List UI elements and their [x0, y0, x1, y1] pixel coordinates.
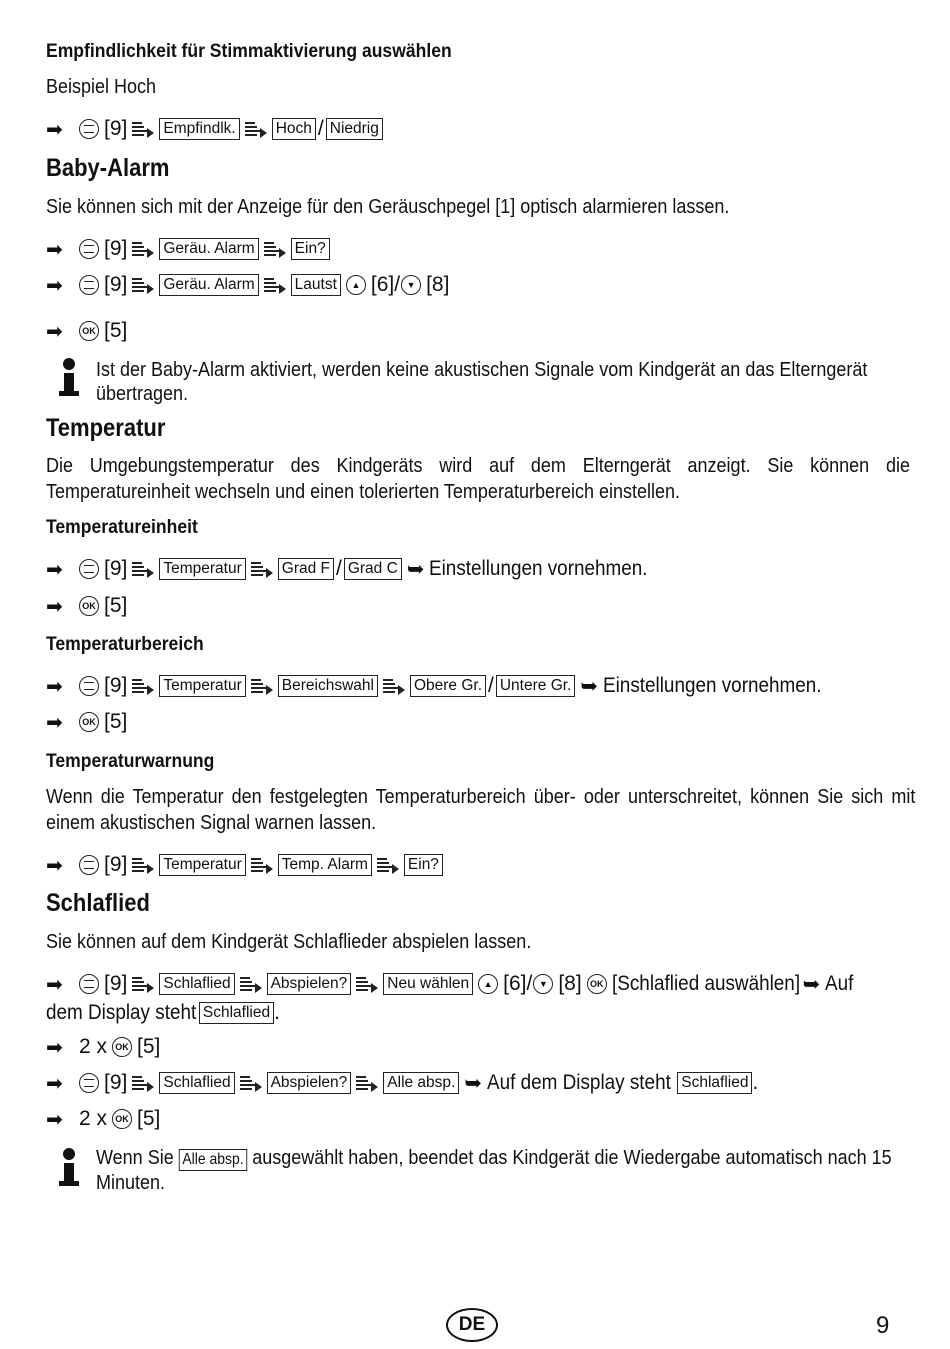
step-row [46, 673, 851, 699]
up-button-icon: ▲ [346, 275, 366, 295]
key-ref: [9] [104, 117, 128, 140]
menu-button-icon [79, 676, 99, 696]
result-arrow-icon: ➥ [580, 674, 598, 698]
display-label: Empfindlk. [159, 118, 239, 140]
subsection-heading: Temperatureinheit [46, 516, 198, 538]
key-ref: [9] [104, 273, 128, 296]
step-row [46, 852, 448, 878]
menu-button-icon [79, 1073, 99, 1093]
list-icon [251, 678, 273, 694]
display-label: Abspielen? [267, 1072, 352, 1094]
step-row-continued [46, 1000, 285, 1026]
list-icon [132, 241, 154, 257]
display-label: Alle absp. [179, 1149, 247, 1171]
key-ref: [9] [104, 674, 128, 697]
display-label: Schlaflied [199, 1002, 274, 1024]
list-icon [132, 1075, 154, 1091]
result-arrow-icon: ➥ [802, 972, 821, 996]
example-text: Beispiel Hoch [46, 76, 157, 98]
display-label: Grad C [344, 558, 402, 580]
list-icon [251, 857, 273, 873]
display-label: Schlaflied [159, 973, 234, 995]
step-text: Einstellungen vornehmen. [429, 557, 648, 580]
menu-button-icon [79, 974, 99, 994]
arrow-icon: ➡ [46, 1036, 63, 1059]
display-label: Temp. Alarm [278, 854, 372, 876]
info-icon [58, 358, 82, 398]
display-label: Untere Gr. [496, 675, 576, 697]
subsection-heading: Temperaturwarnung [46, 750, 215, 772]
menu-button-icon [79, 559, 99, 579]
step-text: Auf dem Display steht [486, 1071, 671, 1094]
arrow-icon: ➡ [46, 854, 63, 877]
menu-button-icon [79, 239, 99, 259]
list-icon [132, 277, 154, 293]
body-text: Die Umgebungstemperatur des Kindgeräts wird auf dem Elterngerät anzeigt. Sie können die Temperatureinheit wechseln und einen tolerierten Temperaturbereich einstellen. [46, 455, 910, 503]
display-label: Abspielen? [267, 973, 352, 995]
step-row [46, 709, 132, 735]
down-button-icon: ▼ [533, 974, 553, 994]
language-badge: DE [446, 1308, 498, 1342]
section-heading: Empfindlichkeit für Stimmaktivierung auswählen [46, 40, 452, 62]
list-icon [240, 1075, 262, 1091]
period: . [752, 1071, 759, 1094]
slash: / [488, 674, 494, 697]
key-ref: [9] [104, 853, 128, 876]
list-icon [383, 678, 405, 694]
display-label: Hoch [272, 118, 316, 140]
subsection-heading: Temperaturbereich [46, 633, 204, 655]
display-label: Neu wählen [383, 973, 473, 995]
step-row [46, 318, 132, 344]
list-icon [264, 277, 286, 293]
key-ref: [8] [558, 972, 582, 995]
note-text [96, 1146, 926, 1195]
list-icon [132, 857, 154, 873]
arrow-icon: ➡ [46, 320, 63, 343]
list-icon [251, 561, 273, 577]
menu-button-icon [79, 275, 99, 295]
list-icon [132, 121, 154, 137]
list-icon [132, 678, 154, 694]
arrow-icon: ➡ [46, 595, 63, 618]
display-label: Geräu. Alarm [159, 274, 258, 296]
arrow-icon: ➡ [46, 558, 63, 581]
key-ref: [9] [104, 972, 128, 995]
result-arrow-icon: ➥ [464, 1071, 482, 1095]
body-text: Sie können sich mit der Anzeige für den Geräuschpegel [1] optisch alarmieren lassen. [46, 196, 730, 218]
list-icon [356, 976, 378, 992]
key-ref: [5] [104, 319, 128, 342]
step-row [46, 272, 454, 298]
display-label: Geräu. Alarm [159, 238, 258, 260]
arrow-icon: ➡ [46, 118, 63, 141]
step-text: dem Display steht [46, 1001, 197, 1024]
section-heading: Schlaflied [46, 889, 150, 917]
body-text: Sie können auf dem Kindgerät Schlaflieder abspielen lassen. [46, 931, 532, 953]
slash: / [336, 557, 342, 580]
step-text: 2 x [79, 1035, 108, 1058]
key-ref: [9] [104, 1071, 128, 1094]
list-icon [356, 1075, 378, 1091]
step-row [46, 116, 388, 142]
display-label: Obere Gr. [410, 675, 486, 697]
display-label: Schlaflied [677, 1072, 752, 1094]
step-row [46, 236, 335, 262]
key-ref: [9] [104, 237, 128, 260]
display-label: Temperatur [159, 675, 245, 697]
ok-button-icon: OK [79, 596, 99, 616]
step-row [46, 971, 916, 997]
step-row [46, 1106, 165, 1132]
display-label: Bereichswahl [278, 675, 378, 697]
arrow-icon: ➡ [46, 238, 63, 261]
arrow-icon: ➡ [46, 675, 63, 698]
display-label: Temperatur [159, 854, 245, 876]
body-text: Wenn die Temperatur den festgelegten Temperaturbereich über- oder unterschreitet, können Sie sich mit einem akustischen Signal warnen lassen. [46, 786, 916, 834]
step-text: Einstellungen vornehmen. [602, 674, 822, 697]
step-row [46, 593, 132, 619]
display-label: Schlaflied [159, 1072, 234, 1094]
list-icon [377, 857, 399, 873]
menu-button-icon [79, 855, 99, 875]
display-label: Alle absp. [383, 1072, 459, 1094]
key-ref: [9] [104, 557, 128, 580]
list-icon [264, 241, 286, 257]
up-button-icon: ▲ [478, 974, 498, 994]
arrow-icon: ➡ [46, 1108, 63, 1131]
list-icon [132, 561, 154, 577]
step-row [46, 1070, 763, 1096]
key-ref: [8] [426, 273, 450, 296]
display-label: Temperatur [159, 558, 245, 580]
list-icon [240, 976, 262, 992]
key-ref: [6]/ [370, 273, 401, 296]
display-label: Lautst [291, 274, 341, 296]
note-text: Ist der Baby-Alarm aktiviert, werden keine akustischen Signale vom Kindgerät an das Elterngerät übertragen. [96, 359, 868, 405]
list-icon [132, 976, 154, 992]
ok-button-icon: OK [79, 712, 99, 732]
key-ref: [5] [104, 710, 128, 733]
ok-button-icon: OK [112, 1109, 132, 1129]
step-text: [Schlaflied auswählen] [611, 972, 800, 995]
display-label: Grad F [278, 558, 334, 580]
ok-button-icon: OK [112, 1037, 132, 1057]
slash: / [317, 117, 324, 140]
list-icon [245, 121, 267, 137]
section-heading: Baby-Alarm [46, 154, 170, 182]
key-ref: [5] [137, 1035, 161, 1058]
note-text-part: Wenn Sie [96, 1147, 174, 1169]
arrow-icon: ➡ [46, 274, 63, 297]
ok-button-icon: OK [587, 974, 607, 994]
section-heading: Temperatur [46, 414, 166, 442]
menu-button-icon [79, 119, 99, 139]
key-ref: [6]/ [503, 972, 533, 995]
key-ref: [5] [137, 1107, 161, 1130]
result-arrow-icon: ➥ [406, 557, 425, 581]
step-row [46, 556, 677, 582]
page-number: 9 [876, 1312, 890, 1339]
step-text: Auf [825, 972, 854, 995]
arrow-icon: ➡ [46, 1072, 63, 1095]
display-label: Ein? [291, 238, 330, 260]
arrow-icon: ➡ [46, 711, 63, 734]
key-ref: [5] [104, 594, 128, 617]
down-button-icon: ▼ [401, 275, 421, 295]
display-label: Niedrig [326, 118, 383, 140]
step-row [46, 1034, 165, 1060]
info-icon [58, 1148, 82, 1188]
note-text-part: ausgewählt haben, beendet das Kindgerät die Wiedergabe automatisch nach 15 Minuten. [96, 1147, 892, 1194]
display-label: Ein? [404, 854, 443, 876]
period: . [274, 1001, 280, 1024]
arrow-icon: ➡ [46, 973, 63, 996]
ok-button-icon: OK [79, 321, 99, 341]
step-text: 2 x [79, 1107, 108, 1130]
